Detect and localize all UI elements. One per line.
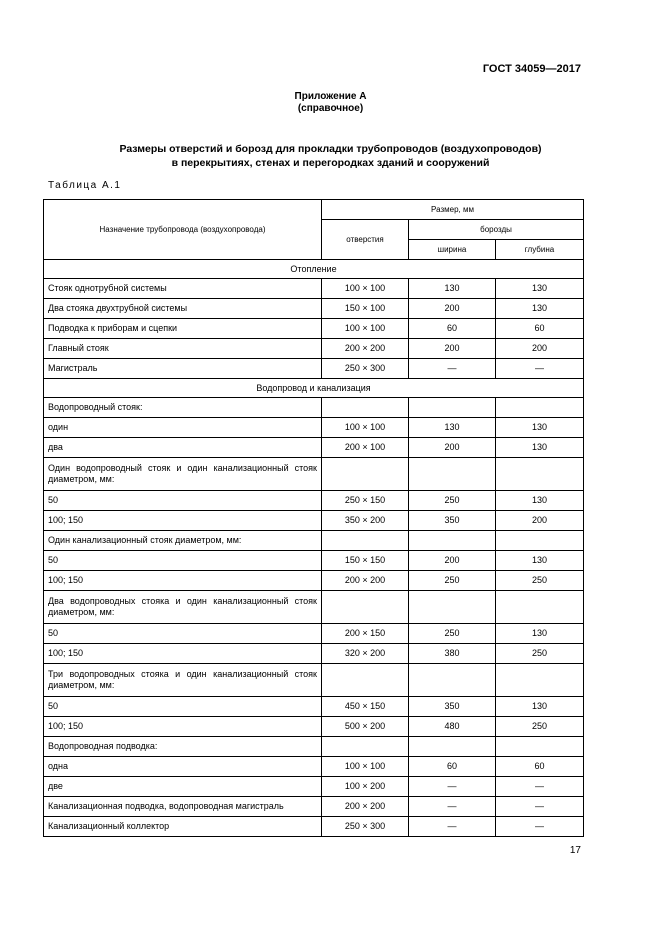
- purpose-cell: 50: [44, 491, 322, 511]
- purpose-cell: Два стояка двухтрубной системы: [44, 299, 322, 319]
- purpose-cell: Подводка к приборам и сцепки: [44, 319, 322, 339]
- width-cell: 350: [409, 697, 496, 717]
- purpose-cell: 100; 150: [44, 571, 322, 591]
- holes-cell: 150 × 100: [322, 299, 409, 319]
- depth-cell: 130: [496, 279, 584, 299]
- holes-cell: 200 × 200: [322, 571, 409, 591]
- table-row: [44, 737, 584, 757]
- table-row: [44, 438, 584, 458]
- width-cell: —: [409, 777, 496, 797]
- holes-cell: 100 × 100: [322, 757, 409, 777]
- width-cell: 200: [409, 438, 496, 458]
- table-row: [44, 319, 584, 339]
- width-cell: 130: [409, 418, 496, 438]
- width-cell: 250: [409, 571, 496, 591]
- purpose-cell: Водопроводный стояк:: [44, 398, 322, 418]
- holes-cell: 150 × 150: [322, 551, 409, 571]
- header-holes: отверстия: [322, 220, 409, 260]
- table-row: [44, 299, 584, 319]
- depth-cell: 250: [496, 717, 584, 737]
- width-cell: 250: [409, 624, 496, 644]
- width-cell: 350: [409, 511, 496, 531]
- holes-cell: 100 × 200: [322, 777, 409, 797]
- depth-cell: —: [496, 817, 584, 837]
- depth-cell: 130: [496, 624, 584, 644]
- purpose-cell: Один водопроводный стояк и один канализационный стояк диаметром, мм:: [44, 458, 322, 491]
- depth-cell: —: [496, 797, 584, 817]
- depth-cell: [496, 531, 584, 551]
- holes-cell: 250 × 150: [322, 491, 409, 511]
- width-cell: [409, 531, 496, 551]
- table-caption: Таблица А.1: [48, 180, 122, 191]
- purpose-cell: 50: [44, 551, 322, 571]
- depth-cell: 130: [496, 491, 584, 511]
- page-number: 17: [569, 845, 581, 856]
- holes-cell: [322, 664, 409, 697]
- width-cell: [409, 591, 496, 624]
- depth-cell: [496, 591, 584, 624]
- width-cell: 380: [409, 644, 496, 664]
- depth-cell: —: [496, 359, 584, 379]
- table-row: [44, 531, 584, 551]
- depth-cell: 200: [496, 511, 584, 531]
- purpose-cell: Магистраль: [44, 359, 322, 379]
- table-row: [44, 644, 584, 664]
- purpose-cell: Канализационный коллектор: [44, 817, 322, 837]
- width-cell: 60: [409, 757, 496, 777]
- holes-cell: 200 × 150: [322, 624, 409, 644]
- width-cell: 480: [409, 717, 496, 737]
- section-row: [44, 260, 584, 279]
- holes-cell: [322, 591, 409, 624]
- purpose-cell: одна: [44, 757, 322, 777]
- depth-cell: 60: [496, 757, 584, 777]
- purpose-cell: 100; 150: [44, 717, 322, 737]
- table-row: [44, 624, 584, 644]
- holes-cell: [322, 398, 409, 418]
- width-cell: 130: [409, 279, 496, 299]
- purpose-cell: 50: [44, 697, 322, 717]
- header-purpose: Назначение трубопровода (воздухопровода): [44, 200, 322, 260]
- section-title: Отопление: [44, 260, 584, 279]
- width-cell: [409, 398, 496, 418]
- header-depth: глубина: [496, 240, 584, 260]
- purpose-cell: Канализационная подводка, водопроводная магистраль: [44, 797, 322, 817]
- purpose-cell: 100; 150: [44, 644, 322, 664]
- holes-cell: 100 × 100: [322, 279, 409, 299]
- purpose-cell: две: [44, 777, 322, 797]
- table-row: [44, 664, 584, 697]
- table-row: [44, 359, 584, 379]
- holes-cell: 250 × 300: [322, 817, 409, 837]
- width-cell: —: [409, 359, 496, 379]
- document-title-line1: Размеры отверстий и борозд для прокладки трубопроводов (воздухопроводов): [119, 143, 542, 155]
- table-row: [44, 757, 584, 777]
- table-row: [44, 511, 584, 531]
- section-row: [44, 379, 584, 398]
- purpose-cell: Два водопроводных стояка и один канализационный стояк диаметром, мм:: [44, 591, 322, 624]
- table-row: [44, 491, 584, 511]
- header-size: Размер, мм: [322, 200, 584, 220]
- table-row: [44, 777, 584, 797]
- depth-cell: 250: [496, 644, 584, 664]
- table-row: [44, 591, 584, 624]
- holes-cell: [322, 531, 409, 551]
- width-cell: 250: [409, 491, 496, 511]
- width-cell: 200: [409, 299, 496, 319]
- depth-cell: 130: [496, 299, 584, 319]
- table-row: [44, 418, 584, 438]
- table-row: [44, 697, 584, 717]
- section-title: Водопровод и канализация: [44, 379, 584, 398]
- table-row: [44, 797, 584, 817]
- purpose-cell: Три водопроводных стояка и один канализационный стояк диаметром, мм:: [44, 664, 322, 697]
- header-width: ширина: [409, 240, 496, 260]
- purpose-cell: один: [44, 418, 322, 438]
- holes-cell: 450 × 150: [322, 697, 409, 717]
- table-row: [44, 339, 584, 359]
- depth-cell: 130: [496, 438, 584, 458]
- purpose-cell: Один канализационный стояк диаметром, мм:: [44, 531, 322, 551]
- purpose-cell: Стояк однотрубной системы: [44, 279, 322, 299]
- document-title: [40, 142, 621, 170]
- table-row: [44, 551, 584, 571]
- width-cell: —: [409, 817, 496, 837]
- width-cell: [409, 737, 496, 757]
- header-grooves: борозды: [409, 220, 584, 240]
- holes-cell: 320 × 200: [322, 644, 409, 664]
- purpose-cell: два: [44, 438, 322, 458]
- width-cell: [409, 664, 496, 697]
- standard-number: ГОСТ 34059—2017: [482, 63, 581, 75]
- depth-cell: [496, 664, 584, 697]
- depth-cell: 200: [496, 339, 584, 359]
- width-cell: [409, 458, 496, 491]
- table-row: [44, 279, 584, 299]
- depth-cell: [496, 458, 584, 491]
- width-cell: 200: [409, 339, 496, 359]
- holes-cell: 500 × 200: [322, 717, 409, 737]
- depth-cell: 60: [496, 319, 584, 339]
- holes-cell: 200 × 200: [322, 797, 409, 817]
- holes-cell: [322, 458, 409, 491]
- purpose-cell: Водопроводная подводка:: [44, 737, 322, 757]
- holes-cell: [322, 737, 409, 757]
- holes-cell: 100 × 100: [322, 319, 409, 339]
- depth-cell: 130: [496, 551, 584, 571]
- purpose-cell: 50: [44, 624, 322, 644]
- holes-cell: 250 × 300: [322, 359, 409, 379]
- dimensions-table: [43, 199, 584, 837]
- depth-cell: [496, 737, 584, 757]
- holes-cell: 350 × 200: [322, 511, 409, 531]
- appendix-title: Приложение А: [294, 91, 367, 102]
- holes-cell: 200 × 100: [322, 438, 409, 458]
- table-row: [44, 571, 584, 591]
- width-cell: 200: [409, 551, 496, 571]
- appendix-heading: [0, 91, 661, 115]
- table-row: [44, 398, 584, 418]
- purpose-cell: Главный стояк: [44, 339, 322, 359]
- document-title-line2: в перекрытиях, стенах и перегородках зданий и сооружений: [171, 157, 490, 169]
- depth-cell: 130: [496, 697, 584, 717]
- holes-cell: 100 × 100: [322, 418, 409, 438]
- depth-cell: [496, 398, 584, 418]
- depth-cell: —: [496, 777, 584, 797]
- depth-cell: 250: [496, 571, 584, 591]
- purpose-cell: 100; 150: [44, 511, 322, 531]
- holes-cell: 200 × 200: [322, 339, 409, 359]
- width-cell: —: [409, 797, 496, 817]
- depth-cell: 130: [496, 418, 584, 438]
- width-cell: 60: [409, 319, 496, 339]
- table-row: [44, 817, 584, 837]
- table-row: [44, 717, 584, 737]
- appendix-subtitle: (справочное): [297, 103, 364, 114]
- table-row: [44, 458, 584, 491]
